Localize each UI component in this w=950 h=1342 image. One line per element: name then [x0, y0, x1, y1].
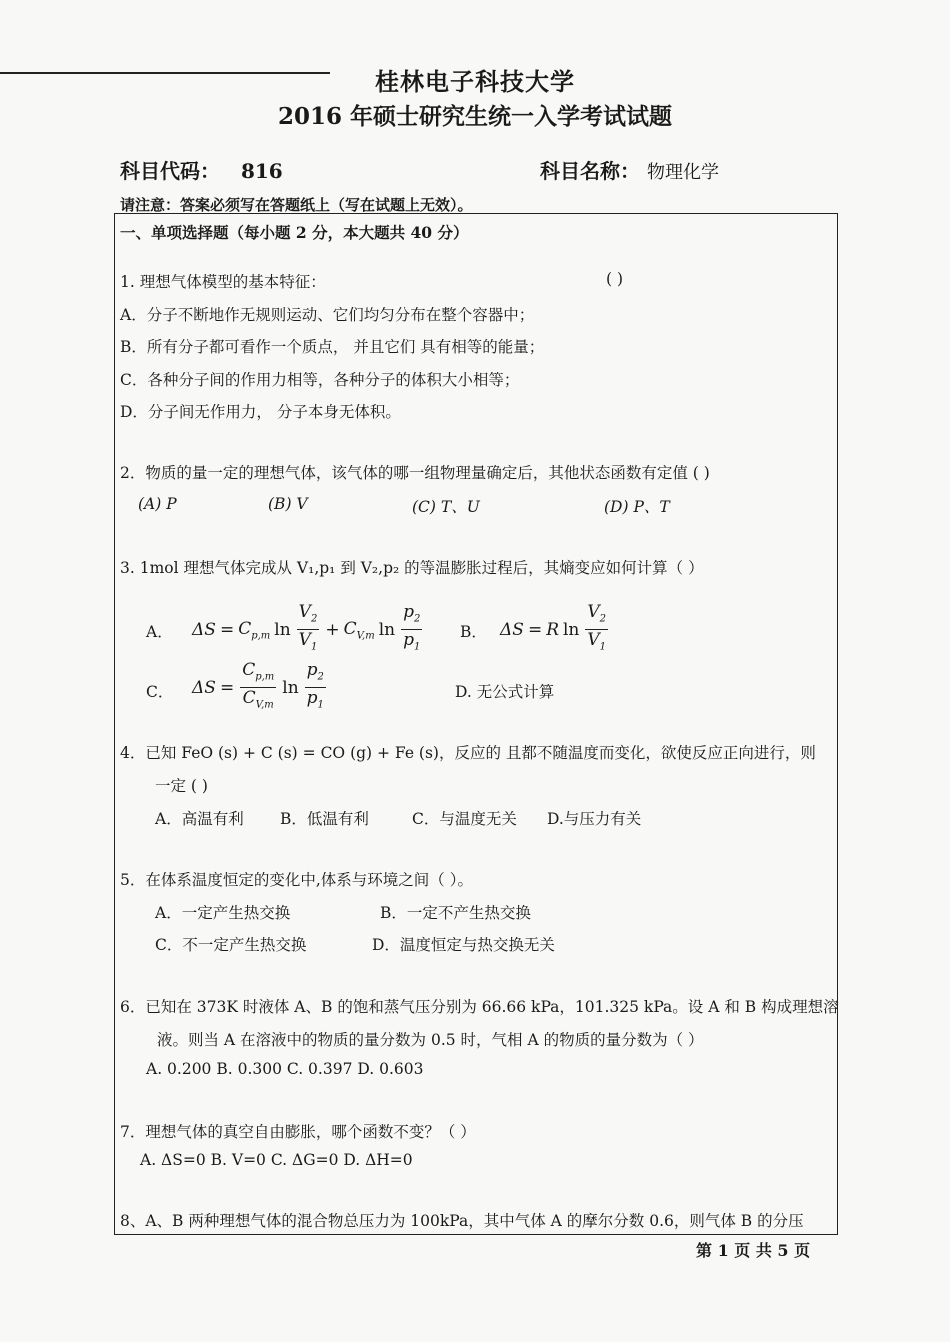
q5-option-b: B．一定不产生热交换: [380, 904, 531, 922]
q4-option-b: B．低温有利: [280, 810, 369, 828]
notice: 请注意：答案必须写在答题纸上（写在试题上无效）。: [120, 196, 473, 214]
q4-option-a: A．高温有利: [155, 810, 244, 828]
q3-formula-a: ΔS = $C_{p,m}$ ln $\frac{V_2}{V_1}$ + $C_{V,m}$ ln $\frac{p_2}{p_1}$: [192, 602, 421, 653]
page-number: 第 1 页 共 5 页: [696, 1241, 811, 1260]
q5-option-c: C．不一定产生热交换: [155, 936, 307, 954]
subject-code-label: 科目代码：: [120, 159, 220, 183]
section-title: 一、单项选择题（每小题 2 分，本大题共 40 分）: [120, 223, 469, 242]
q6-stem-2: 液。则当 A 在溶液中的物质的量分数为 0.5 时，气相 A 的物质的量分数为（ ）: [157, 1031, 704, 1049]
q3-option-d: D. 无公式计算: [455, 683, 555, 701]
q6-stem: 6．已知在 373K 时液体 A、B 的饱和蒸气压分别为 66.66 kPa，101.325 kPa。设 A 和 B 构成理想溶: [120, 998, 839, 1016]
subject-code: [120, 155, 283, 184]
q5-option-a: A．一定产生热交换: [155, 904, 291, 922]
subject-name-label: 科目名称：: [540, 159, 640, 183]
subject-code-value: 816: [240, 159, 283, 183]
q8-stem: 8、A、B 两种理想气体的混合物总压力为 100kPa，其中气体 A 的摩尔分数 0.6，则气体 B 的分压: [120, 1212, 804, 1230]
q1-option-a: A．分子不断地作无规则运动、它们均匀分布在整个容器中；: [120, 306, 535, 324]
q6-options: A. 0.200 B. 0.300 C. 0.397 D. 0.603: [146, 1060, 424, 1078]
q1-stem: 1. 理想气体模型的基本特征：: [120, 273, 326, 291]
exam-title: 2016 年硕士研究生统一入学考试试题: [277, 103, 673, 130]
q3-formula-b: ΔS = R ln $\frac{V_2}{V_1}$: [500, 602, 607, 653]
q1-answer-paren: ( ): [606, 270, 624, 288]
q5-option-d: D．温度恒定与热交换无关: [372, 936, 555, 954]
q2-option-c: (C) T、U: [412, 498, 480, 516]
question-box: [114, 213, 838, 1235]
q3-option-b-label: B．: [460, 623, 487, 641]
q1-option-b: B．所有分子都可看作一个质点， 并且它们 具有相等的能量；: [120, 338, 545, 356]
q7-options: A. ΔS=0 B. V=0 C. ΔG=0 D. ΔH=0: [140, 1151, 413, 1169]
q2-option-b: (B) V: [268, 495, 308, 513]
q4-stem-2: 一定 ( ): [155, 777, 208, 795]
subject-name-value: 物理化学: [646, 162, 719, 183]
q1-option-d: D．分子间无作用力， 分子本身无体积。: [120, 403, 401, 421]
q3-formula-c: ΔS = $\frac{C_{p,m}}{C_{V,m}}$ ln $\frac{p_2}{p_1}$: [192, 660, 324, 711]
q2-option-d: (D) P、T: [604, 498, 670, 516]
q4-stem: 4．已知 FeO (s) + C (s) = CO (g) + Fe (s)，反应的 且都不随温度而变化，欲使反应正向进行，则: [120, 744, 816, 762]
q3-stem: 3. 1mol 理想气体完成从 V₁,p₁ 到 V₂,p₂ 的等温膨胀过程后，其熵变应如何计算（ ）: [120, 559, 704, 577]
subject-name: [540, 155, 719, 184]
q1-option-c: C．各种分子间的作用力相等，各种分子的体积大小相等；: [120, 371, 520, 389]
university-title: 桂林电子科技大学: [375, 67, 575, 96]
q5-stem: 5．在体系温度恒定的变化中,体系与环境之间（ ）。: [120, 871, 473, 889]
q3-option-c-label: C．: [146, 683, 174, 701]
q4-option-c: C．与温度无关: [412, 810, 517, 828]
q4-option-d: D.与压力有关: [547, 810, 642, 828]
q3-option-a-label: A．: [146, 623, 173, 641]
q7-stem: 7．理想气体的真空自由膨胀，哪个函数不变？（ ）: [120, 1123, 476, 1141]
q2-stem: 2．物质的量一定的理想气体，该气体的哪一组物理量确定后，其他状态函数有定值 ( ): [120, 464, 710, 482]
q2-option-a: (A) P: [138, 495, 177, 513]
